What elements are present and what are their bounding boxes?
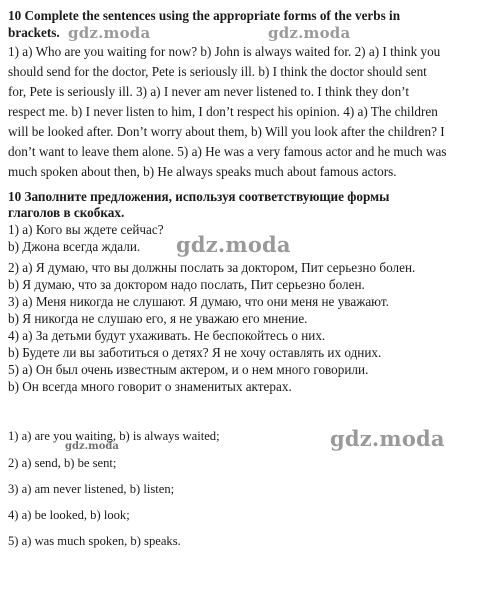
russian-task-line-4: b) Я думаю, что за доктором надо послать, Пит серьезно болен.	[8, 277, 365, 292]
answer-item-1: 1) a) are you waiting, b) is always waited;	[8, 429, 220, 443]
answer-item-3: 3) a) am never listened, b) listen;	[8, 482, 175, 496]
english-task-line-1: 1) a) Who are you waiting for now? b) John is always waited for. 2) a) I think you	[8, 44, 441, 59]
english-task-heading-line-2: brackets.	[8, 25, 60, 40]
english-task-line-4: respect me. b) I never listen to him, I don’t respect his opinion. 4) a) The children	[8, 104, 438, 119]
english-task-line-7: much spoken about then, b) He always speaks much about famous actors.	[8, 164, 397, 179]
answer-item-2: 2) a) send, b) be sent;	[8, 456, 117, 470]
russian-task-line-1: 1) а) Кого вы ждете сейчас?	[8, 222, 164, 237]
russian-task-line-5: 3) а) Меня никогда не слушают. Я думаю, что они меня не уважают.	[8, 294, 389, 309]
russian-task-line-3: 2) а) Я думаю, что вы должны послать за доктором, Пит серьезно болен.	[8, 260, 416, 275]
russian-task-line-10: b) Он всегда много говорит о знаменитых актерах.	[8, 379, 292, 394]
answer-item-5: 5) a) was much spoken, b) speaks.	[8, 534, 181, 548]
english-task-line-6: don’t want to leave them alone. 5) a) He was a very famous actor and he much was	[8, 144, 447, 159]
russian-task-line-6: b) Я никогда не слушаю его, я не уважаю его мнение.	[8, 311, 308, 326]
english-task-heading-line-1: 10 Complete the sentences using the appropriate forms of the verbs in	[8, 8, 401, 23]
russian-task-heading-line-1: 10 Заполните предложения, используя соответствующие формы	[8, 189, 390, 204]
russian-task-heading-line-2: глаголов в скобках.	[8, 205, 125, 220]
russian-task-line-9: 5) а) Он был очень известным актером, и о нем много говорили.	[8, 362, 369, 377]
watermark: gdz.moda	[330, 426, 445, 451]
russian-task-line-8: b) Будете ли вы заботиться о детях? Я не хочу оставлять их одних.	[8, 345, 382, 360]
english-task-line-2: should send for the doctor, Pete is seriously ill. b) I think the doctor should sent	[8, 64, 427, 79]
russian-task-line-2: b) Джона всегда ждали.	[8, 239, 141, 254]
watermark-small: gdz.moda	[65, 441, 119, 452]
russian-task-line-7: 4) а) За детьми будут ухаживать. Не беспокойтесь о них.	[8, 328, 326, 343]
answer-item-4: 4) a) be looked, b) look;	[8, 508, 130, 522]
watermark: gdz.moda	[68, 24, 151, 42]
watermark: gdz.moda	[268, 24, 351, 42]
watermark: gdz.moda	[176, 232, 291, 257]
english-task-line-5: will be looked after. Don’t worry about them, b) Will you look after the children? I	[8, 124, 445, 139]
english-task-line-3: for, Pete is seriously ill. 3) a) I never am never listened to. I think they don’t	[8, 84, 409, 99]
